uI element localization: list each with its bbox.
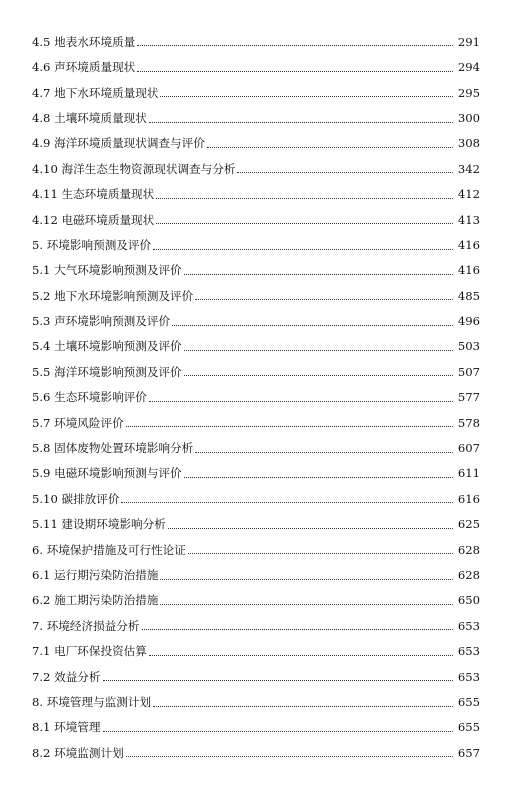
toc-entry-title: 6.2 施工期污染防治措施 xyxy=(32,593,159,608)
dot-leader xyxy=(142,629,454,630)
toc-entry-title: 6. 环境保护措施及可行性论证 xyxy=(32,542,186,557)
toc-entry-title: 4.12 电磁环境质量现状 xyxy=(32,212,155,227)
toc-entry[interactable] xyxy=(32,201,480,226)
toc-entry-title: 8. 环境管理与监测计划 xyxy=(32,694,152,709)
dot-leader xyxy=(184,274,453,275)
dot-leader xyxy=(172,325,453,326)
dot-leader xyxy=(160,96,453,97)
toc-entry[interactable] xyxy=(32,429,480,454)
toc-entry-title: 5.9 电磁环境影响预测与评价 xyxy=(32,466,182,481)
toc-entry-page-number: 657 xyxy=(457,745,480,760)
toc-entry-page-number: 578 xyxy=(457,415,480,430)
toc-entry-title: 4.11 生态环境质量现状 xyxy=(32,187,155,202)
toc-entry-title: 7.1 电厂环保投资估算 xyxy=(32,644,147,659)
toc-entry-page-number: 650 xyxy=(457,593,480,608)
toc-entry-title: 4.6 声环境质量现状 xyxy=(32,60,136,75)
toc-entry-page-number: 653 xyxy=(457,669,480,684)
toc-entry-page-number: 294 xyxy=(457,60,480,75)
toc-entry-title: 7.2 效益分析 xyxy=(32,669,101,684)
dot-leader xyxy=(137,45,453,46)
toc-entry[interactable] xyxy=(32,277,480,302)
toc-entry[interactable] xyxy=(32,48,480,73)
toc-entry-page-number: 653 xyxy=(457,644,480,659)
toc-entry[interactable] xyxy=(32,328,480,353)
toc-entry[interactable] xyxy=(32,302,480,327)
toc-entry[interactable] xyxy=(32,709,480,734)
dot-leader xyxy=(207,147,453,148)
toc-entry-page-number: 485 xyxy=(457,288,480,303)
dot-leader xyxy=(153,706,453,707)
toc-entry[interactable] xyxy=(32,74,480,99)
toc-entry-page-number: 625 xyxy=(457,517,480,532)
toc-entry-page-number: 616 xyxy=(457,491,480,506)
toc-entry[interactable] xyxy=(32,175,480,200)
toc-entry[interactable] xyxy=(32,505,480,530)
toc-entry-title: 5.11 建设期环境影响分析 xyxy=(32,517,166,532)
dot-leader xyxy=(160,604,453,605)
toc-entry-title: 5.7 环境风险评价 xyxy=(32,415,124,430)
toc-entry-page-number: 607 xyxy=(457,441,480,456)
toc-entry[interactable] xyxy=(32,455,480,480)
toc-entry-title: 5.3 声环境影响预测及评价 xyxy=(32,314,171,329)
dot-leader xyxy=(156,198,453,199)
toc-entry-page-number: 503 xyxy=(457,339,480,354)
toc-entry[interactable] xyxy=(32,404,480,429)
toc-entry-title: 4.9 海洋环境质量现状调查与评价 xyxy=(32,136,205,151)
dot-leader xyxy=(195,452,453,453)
toc-entry-title: 5.10 碳排放评价 xyxy=(32,491,120,506)
toc-entry-page-number: 342 xyxy=(457,161,480,176)
toc-entry[interactable] xyxy=(32,607,480,632)
toc-entry[interactable] xyxy=(32,632,480,657)
dot-leader xyxy=(149,655,453,656)
dot-leader xyxy=(195,299,453,300)
table-of-contents xyxy=(32,23,480,759)
dot-leader xyxy=(184,375,453,376)
toc-entry[interactable] xyxy=(32,23,480,48)
toc-entry-title: 8.2 环境监测计划 xyxy=(32,745,124,760)
dot-leader xyxy=(103,680,454,681)
toc-entry[interactable] xyxy=(32,226,480,251)
toc-entry-page-number: 413 xyxy=(457,212,480,227)
toc-entry-page-number: 412 xyxy=(457,187,480,202)
toc-entry[interactable] xyxy=(32,353,480,378)
toc-entry-title: 8.1 环境管理 xyxy=(32,720,101,735)
toc-entry-page-number: 611 xyxy=(457,466,480,481)
toc-entry-title: 4.7 地下水环境质量现状 xyxy=(32,85,159,100)
dot-leader xyxy=(168,528,453,529)
toc-entry-page-number: 628 xyxy=(457,542,480,557)
toc-entry-page-number: 655 xyxy=(457,694,480,709)
toc-entry[interactable] xyxy=(32,582,480,607)
toc-entry-page-number: 496 xyxy=(457,314,480,329)
dot-leader xyxy=(121,502,453,503)
toc-entry-page-number: 577 xyxy=(457,390,480,405)
dot-leader xyxy=(103,731,454,732)
dot-leader xyxy=(184,477,453,478)
toc-entry[interactable] xyxy=(32,531,480,556)
dot-leader xyxy=(126,756,453,757)
toc-entry[interactable] xyxy=(32,99,480,124)
toc-entry-title: 5.4 土壤环境影响预测及评价 xyxy=(32,339,182,354)
dot-leader xyxy=(156,223,453,224)
toc-entry-page-number: 300 xyxy=(457,110,480,125)
toc-entry-page-number: 653 xyxy=(457,618,480,633)
toc-entry-title: 4.8 土壤环境质量现状 xyxy=(32,110,147,125)
toc-entry[interactable] xyxy=(32,683,480,708)
toc-entry-title: 6.1 运行期污染防治措施 xyxy=(32,568,159,582)
toc-entry[interactable] xyxy=(32,378,480,403)
toc-entry-title: 4.5 地表水环境质量 xyxy=(32,34,136,49)
dot-leader xyxy=(149,401,453,402)
toc-entry-page-number: 416 xyxy=(457,237,480,252)
toc-entry[interactable] xyxy=(32,658,480,683)
toc-entry[interactable] xyxy=(32,556,480,581)
dot-leader xyxy=(188,553,453,554)
toc-entry-page-number: 507 xyxy=(457,364,480,379)
toc-entry[interactable] xyxy=(32,150,480,175)
toc-entry-page-number: 291 xyxy=(457,34,480,49)
dot-leader xyxy=(126,426,453,427)
toc-entry-page-number: 416 xyxy=(457,263,480,278)
toc-entry-page-number: 628 xyxy=(457,568,480,582)
dot-leader xyxy=(237,172,453,173)
toc-entry-page-number: 295 xyxy=(457,85,480,100)
toc-entry[interactable] xyxy=(32,125,480,150)
dot-leader xyxy=(184,350,453,351)
toc-entry[interactable] xyxy=(32,480,480,505)
toc-entry-title: 5.6 生态环境影响评价 xyxy=(32,390,147,405)
dot-leader xyxy=(160,579,453,580)
toc-entry-title: 5.1 大气环境影响预测及评价 xyxy=(32,263,182,278)
toc-entry-title: 5.5 海洋环境影响预测及评价 xyxy=(32,364,182,379)
toc-entry-page-number: 655 xyxy=(457,720,480,735)
toc-entry[interactable] xyxy=(32,252,480,277)
toc-entry-page-number: 308 xyxy=(457,136,480,151)
toc-entry[interactable] xyxy=(32,734,480,759)
dot-leader xyxy=(137,71,453,72)
dot-leader xyxy=(153,249,453,250)
toc-entry-title: 5.8 固体废物处置环境影响分析 xyxy=(32,441,194,456)
toc-entry-title: 5. 环境影响预测及评价 xyxy=(32,237,152,252)
toc-entry-title: 4.10 海洋生态生物资源现状调查与分析 xyxy=(32,161,236,176)
toc-entry-title: 5.2 地下水环境影响预测及评价 xyxy=(32,288,194,303)
dot-leader xyxy=(149,122,453,123)
toc-entry-title: 7. 环境经济损益分析 xyxy=(32,618,140,633)
